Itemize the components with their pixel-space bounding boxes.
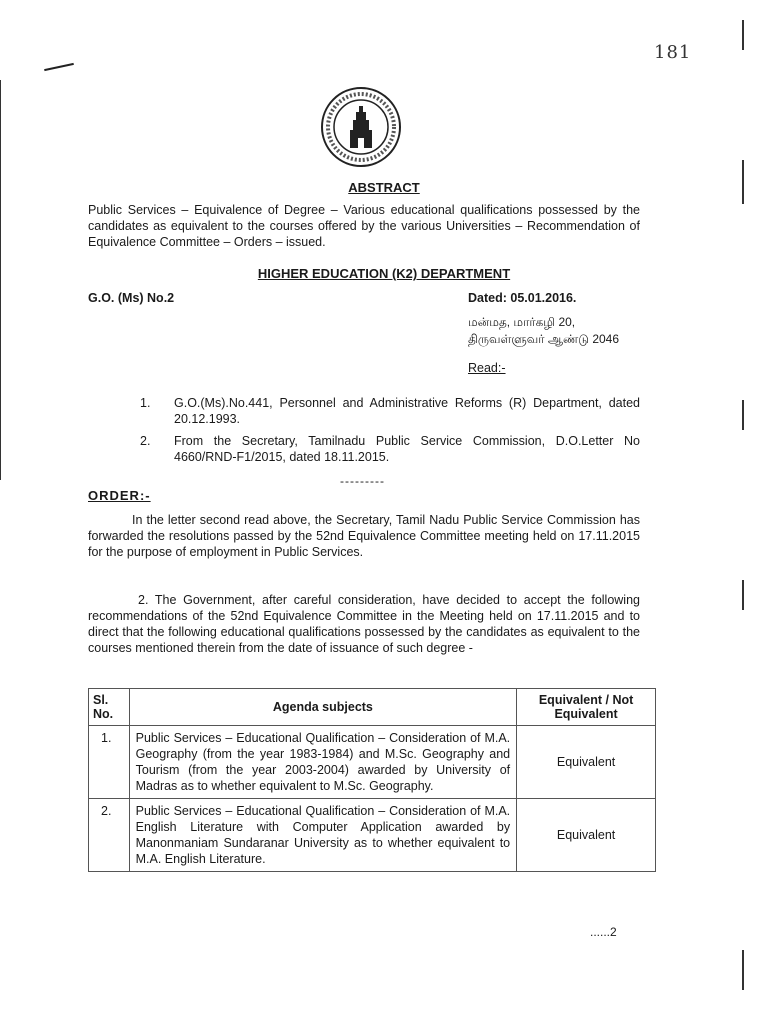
abstract-title: ABSTRACT — [348, 180, 420, 195]
order-heading: ORDER:- — [88, 488, 151, 503]
table-row — [89, 726, 656, 799]
reference-number: 1. — [140, 396, 151, 410]
separator: --------- — [340, 474, 385, 488]
row-sl-no: 2. — [89, 799, 130, 872]
row-subject: Public Services – Educational Qualification – Consideration of M.A. English Literature with Computer Application awarded by Manonmaniam Sundaranar University as to whether equivalent to M.A. English Literature. — [129, 799, 517, 872]
reference-text: G.O.(Ms).No.441, Personnel and Administrative Reforms (R) Department, dated 20.12.1993. — [174, 396, 640, 426]
order-paragraph — [88, 592, 640, 656]
reference-item — [140, 433, 640, 465]
paragraph-text: In the letter second read above, the Secretary, Tamil Nadu Public Service Commission has forwarded the resolutions passed by the 52nd Equivalence Committee meeting held on 17.11.2015 for the purpose of employment in Public Services. — [88, 513, 640, 559]
government-seal-icon — [320, 86, 402, 168]
page-number: 181 — [654, 42, 692, 63]
binder-mark — [742, 400, 744, 430]
row-equivalent: Equivalent — [517, 726, 656, 799]
abstract-body: Public Services – Equivalence of Degree – Various educational qualifications possessed by the candidates as equivalent to the courses offered by the various Universities – Recommendation of Equivalence Committee – Orders – issued. — [88, 203, 640, 249]
row-sl-no: 1. — [89, 726, 130, 799]
recommendations-table — [88, 688, 656, 872]
read-heading: Read:- — [468, 361, 506, 375]
tamil-date-line: திருவள்ளுவர் ஆண்டு 2046 — [468, 332, 620, 346]
row-equivalent: Equivalent — [517, 799, 656, 872]
reference-item — [140, 395, 640, 427]
row-subject: Public Services – Educational Qualification – Consideration of M.A. Geography (from the year 1983-1984) and M.Sc. Geography and Tourism (from the year 2003-2004) awarded by University of Madras as to whether equivalent to M.Sc. Geography. — [129, 726, 517, 799]
department-heading: HIGHER EDUCATION (K2) DEPARTMENT — [257, 266, 511, 281]
go-number: G.O. (Ms) No.2 — [88, 291, 175, 305]
header-equivalent: Equivalent / Not Equivalent — [517, 689, 656, 726]
binder-mark — [742, 20, 744, 50]
pen-mark — [44, 63, 74, 71]
binder-mark — [742, 580, 744, 610]
reference-text: From the Secretary, Tamilnadu Public Service Commission, D.O.Letter No 4660/RND-F1/2015, dated 18.11.2015. — [174, 434, 640, 464]
header-sl-no: Sl. No. — [89, 689, 130, 726]
reference-number: 2. — [140, 434, 151, 448]
order-paragraph — [88, 512, 640, 560]
tamil-date-line: மன்மத, மார்கழி 20, — [468, 315, 576, 329]
table-header-row — [89, 689, 656, 726]
paragraph-text: 2. The Government, after careful consideration, have decided to accept the following recommendations of the 52nd Equivalence Committee in the Meeting held on 17.11.2015 and to direct that the following educational qualifications possessed by the candidates as equivalent to the courses mentioned therein from the date of issuance of such degree - — [88, 593, 640, 655]
dated: Dated: 05.01.2016. — [468, 291, 577, 305]
binder-mark — [742, 950, 744, 990]
continued-marker: ......2 — [590, 925, 617, 939]
table-row — [89, 799, 656, 872]
header-agenda-subjects: Agenda subjects — [129, 689, 517, 726]
